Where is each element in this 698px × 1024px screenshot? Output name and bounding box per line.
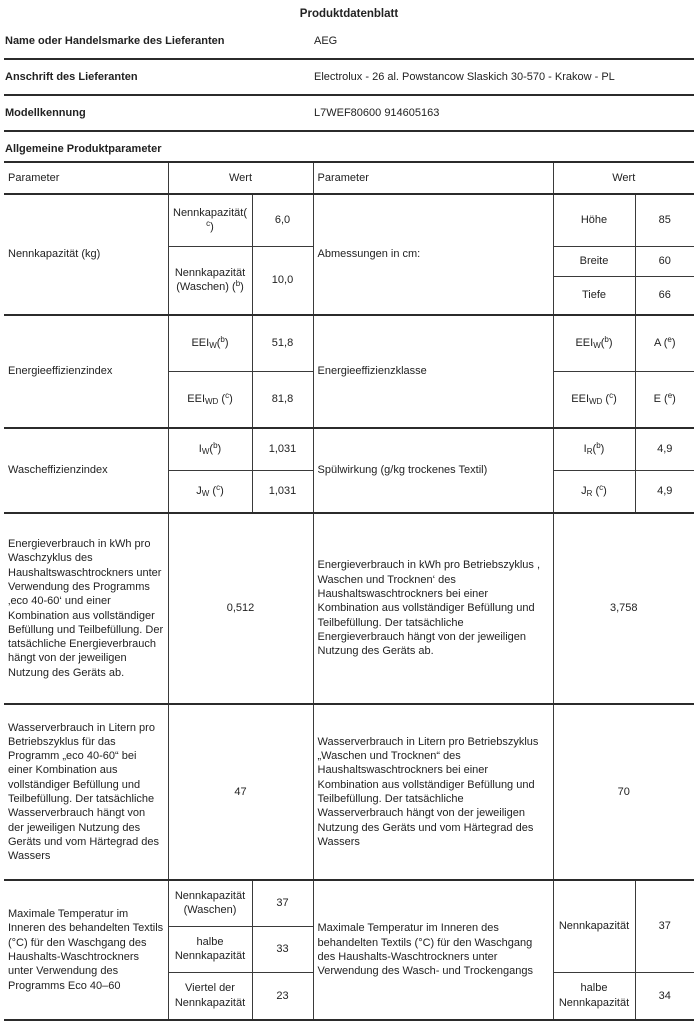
water-row bbox=[4, 704, 694, 880]
header-parameter-left: Parameter bbox=[4, 162, 168, 194]
header-wert-left: Wert bbox=[168, 162, 313, 194]
label-eei-class-wd: $EEI_{WD}$ ($^c$) bbox=[553, 371, 635, 428]
eei-row-1 bbox=[4, 315, 694, 371]
model-id-value: L7WEF80600 914605163 bbox=[314, 107, 440, 119]
wash-row-1 bbox=[4, 428, 694, 470]
supplier-address-row bbox=[4, 60, 694, 96]
value-jw: 1,031 bbox=[252, 470, 313, 513]
value-eei-class-w: A ($^e$) bbox=[635, 315, 694, 371]
value-jr: 4,9 bbox=[635, 470, 694, 513]
value-temp-nennkapazitaet-waschen: 37 bbox=[252, 880, 313, 926]
param-spuelwirkung: Spülwirkung (g/kg trockenes Textil) bbox=[313, 428, 553, 513]
param-wasserverbrauch-waschen-trocknen: Wasserverbrauch in Litern pro Betriebszyklus „Waschen und Trocknen“ des Haushaltswaschtrockners bei einer Kombination aus vollständiger Befüllung und Teilbefüllung. Der tatsächliche Wasserverbrauch hängt von der jeweiligen Nutzung des Geräts und vom Härtegrad des Wassers bbox=[313, 704, 553, 880]
param-max-temperatur-wasch-trockengang: Maximale Temperatur im Inneren des behandelten Textils (°C) für den Waschgang des Haushalts-Waschtrockners unter Verwendung des Wasch- und Trockengangs bbox=[313, 880, 553, 1020]
param-energieeffizienzklasse: Energieeffizienzklasse bbox=[313, 315, 553, 428]
value-breite: 60 bbox=[635, 246, 694, 276]
capacity-row-1 bbox=[4, 194, 694, 246]
label-temp-halbe-nennkapazitaet: halbe Nennkapazität bbox=[168, 926, 252, 972]
param-wasserverbrauch-eco: Wasserverbrauch in Litern pro Betriebszyklus für das Programm „eco 40-60“ bei einer Kombination aus vollständiger Befüllung und Teilbefüllung. Der tatsächliche Wasserverbrauch hängt von der jeweiligen Nutzung des Geräts und vom Härtegrad des Wassers bbox=[4, 704, 168, 880]
param-energieverbrauch-waschzyklus: Energieverbrauch in kWh pro Waschzyklus des Haushaltswaschtrockners unter Verwendung des Programms ‚eco 40-60‘ und einer Kombination aus vollständiger Befüllung und Teilbefüllung. Der tatsächliche Energieverbrauch hängt von der jeweiligen Nutzung des Geräts ab. bbox=[4, 513, 168, 704]
param-nennkapazitaet: Nennkapazität (kg) bbox=[4, 194, 168, 315]
value-tiefe: 66 bbox=[635, 276, 694, 315]
label-breite: Breite bbox=[553, 246, 635, 276]
label-jw: $J_W$ ($^c$) bbox=[168, 470, 252, 513]
supplier-address-label: Anschrift des Lieferanten bbox=[5, 71, 138, 83]
product-parameters-table bbox=[4, 161, 694, 1021]
section-title: Allgemeine Produktparameter bbox=[5, 143, 162, 155]
header-parameter-right: Parameter bbox=[313, 162, 553, 194]
label-eei-class-w: $EEI_W(^b)$ bbox=[553, 315, 635, 371]
temp-row-1 bbox=[4, 880, 694, 926]
model-id-row bbox=[4, 96, 694, 132]
value-energieverbrauch-betriebszyklus: 3,758 bbox=[553, 513, 694, 704]
value-temp-viertel-nennkapazitaet: 23 bbox=[252, 972, 313, 1020]
label-nennkapazitaet-waschen: Nennkapazität (Waschen) ($^b$) bbox=[168, 246, 252, 315]
supplier-name-label: Name oder Handelsmarke des Lieferanten bbox=[5, 35, 225, 47]
value-temp-r-nennkapazitaet: 37 bbox=[635, 880, 694, 972]
label-nennkapazitaet-c: Nennkapazität($^c$) bbox=[168, 194, 252, 246]
label-temp-nennkapazitaet-waschen: Nennkapazität (Waschen) bbox=[168, 880, 252, 926]
supplier-name-row bbox=[4, 24, 694, 60]
table-header-row bbox=[4, 162, 694, 194]
value-nennkapazitaet-waschen: 10,0 bbox=[252, 246, 313, 315]
page-title: Produktdatenblatt bbox=[299, 8, 399, 20]
label-temp-r-nennkapazitaet: Nennkapazität bbox=[553, 880, 635, 972]
label-eei-wd: $EEI_{WD}$ ($^c$) bbox=[168, 371, 252, 428]
value-nennkapazitaet-c: 6,0 bbox=[252, 194, 313, 246]
label-iw: $I_W(^b)$ bbox=[168, 428, 252, 470]
label-jr: $J_R$ ($^c$) bbox=[553, 470, 635, 513]
label-temp-r-halbe-nennkapazitaet: halbe Nennkapazität bbox=[553, 972, 635, 1020]
supplier-name-value: AEG bbox=[314, 35, 338, 47]
model-id-label: Modellkennung bbox=[5, 107, 86, 119]
value-wasserverbrauch-waschen-trocknen: 70 bbox=[553, 704, 694, 880]
value-ir: 4,9 bbox=[635, 428, 694, 470]
header-wert-right: Wert bbox=[553, 162, 694, 194]
param-wascheffizienzindex: Wascheffizienzindex bbox=[4, 428, 168, 513]
value-hoehe: 85 bbox=[635, 194, 694, 246]
label-hoehe: Höhe bbox=[553, 194, 635, 246]
value-iw: 1,031 bbox=[252, 428, 313, 470]
label-ir: $I_R(^b)$ bbox=[553, 428, 635, 470]
value-eei-wd: 81,8 bbox=[252, 371, 313, 428]
value-eei-w: 51,8 bbox=[252, 315, 313, 371]
label-eei-w: $EEI_W(^b)$ bbox=[168, 315, 252, 371]
param-energieeffizienzindex: Energieeffizienzindex bbox=[4, 315, 168, 428]
value-temp-halbe-nennkapazitaet: 33 bbox=[252, 926, 313, 972]
label-temp-viertel-nennkapazitaet: Viertel der Nennkapazität bbox=[168, 972, 252, 1020]
param-max-temperatur-waschgang: Maximale Temperatur im Inneren des behandelten Textils (°C) für den Waschgang des Haushalts-Waschtrockners unter Verwendung des Programms Eco 40–60 bbox=[4, 880, 168, 1020]
value-wasserverbrauch-eco: 47 bbox=[168, 704, 313, 880]
param-energieverbrauch-betriebszyklus: Energieverbrauch in kWh pro Betriebszyklus , Waschen und Trocknen‘ des Haushaltswaschtrockners bei einer Kombination aus vollständiger Befüllung und Teilbefüllung. Der tatsächliche Energieverbrauch hängt von der jeweiligen Nutzung des Geräts ab. bbox=[313, 513, 553, 704]
param-abmessungen: Abmessungen in cm: bbox=[313, 194, 553, 315]
value-temp-r-halbe-nennkapazitaet: 34 bbox=[635, 972, 694, 1020]
energy-row bbox=[4, 513, 694, 704]
supplier-address-value: Electrolux - 26 al. Powstancow Slaskich 30-570 - Krakow - PL bbox=[314, 71, 615, 83]
value-energieverbrauch-waschzyklus: 0,512 bbox=[168, 513, 313, 704]
label-tiefe: Tiefe bbox=[553, 276, 635, 315]
value-eei-class-wd: E ($^e$) bbox=[635, 371, 694, 428]
